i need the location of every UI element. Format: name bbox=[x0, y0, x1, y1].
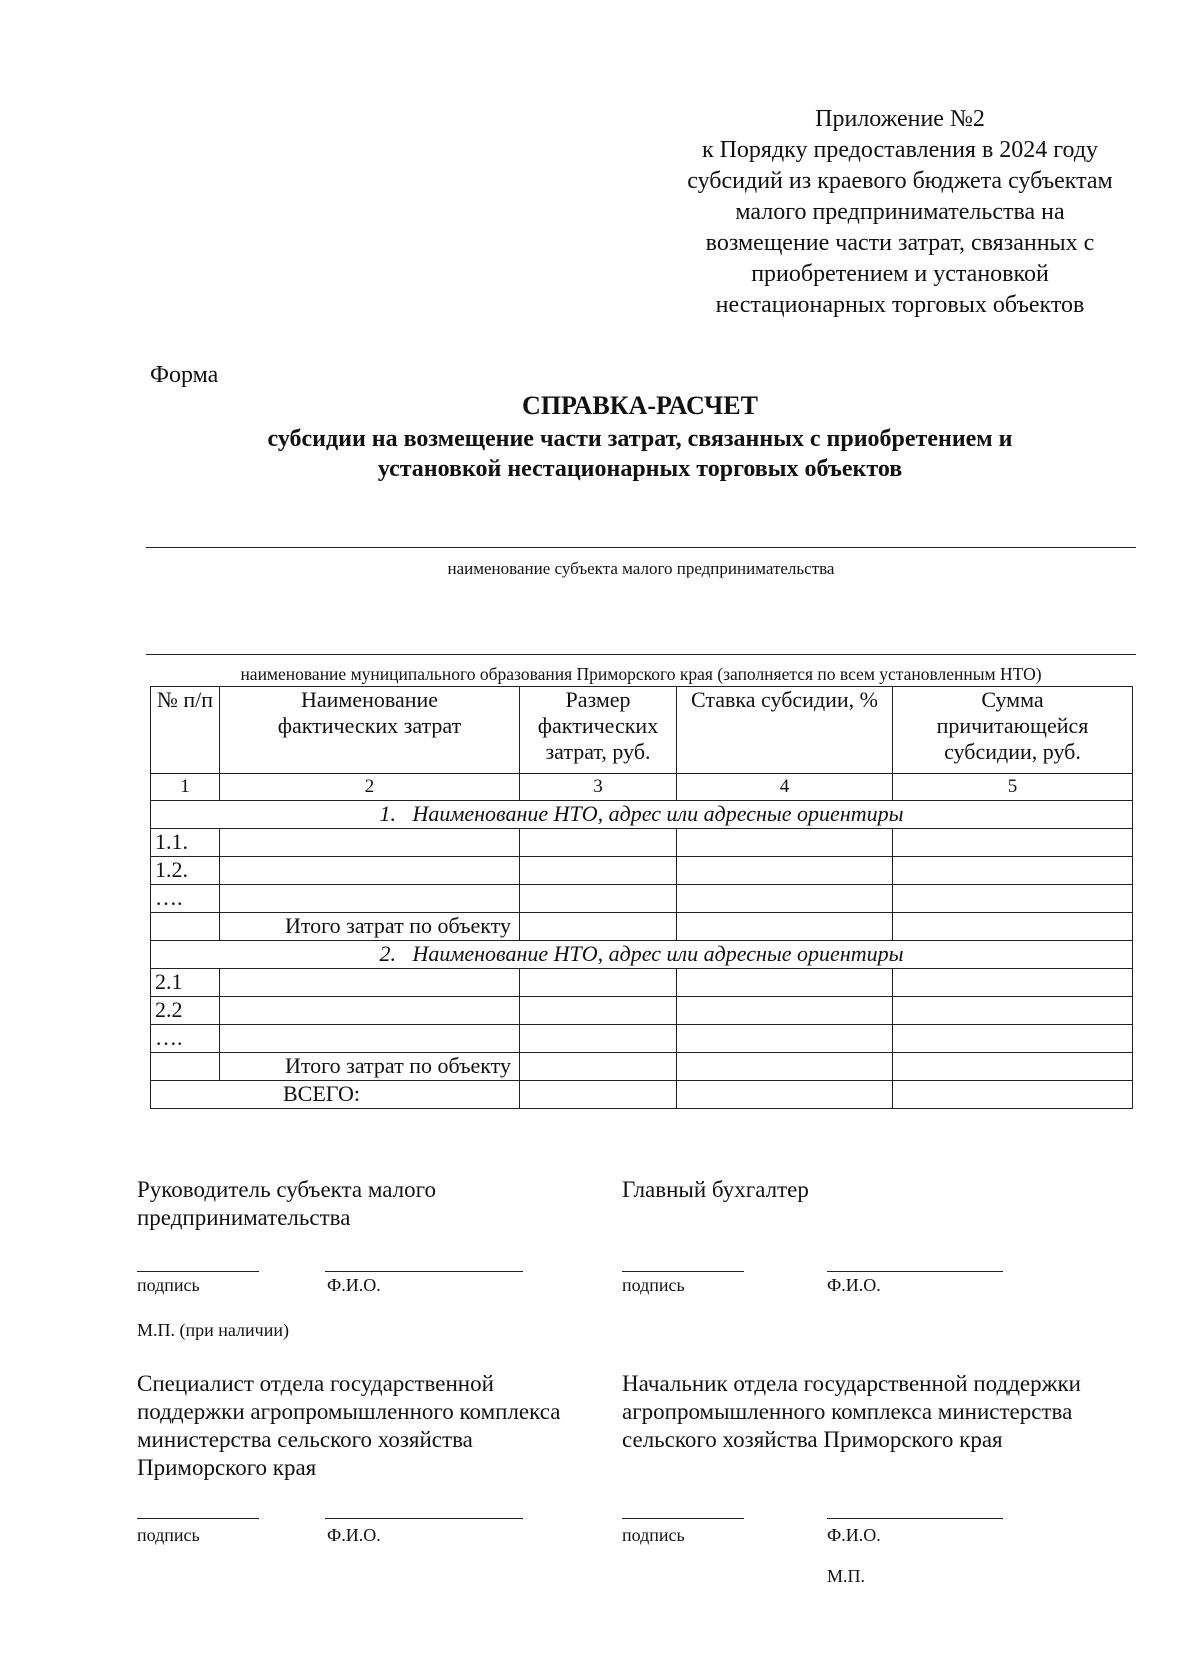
accountant-signature-line[interactable] bbox=[622, 1271, 744, 1272]
grand-total-row bbox=[151, 1081, 1133, 1109]
accountant-fio-line[interactable] bbox=[827, 1271, 1003, 1272]
cost-amount-cell[interactable] bbox=[520, 829, 677, 857]
specialist-title-line: Специалист отдела государственной bbox=[137, 1371, 494, 1396]
subsidy-rate-cell[interactable] bbox=[677, 829, 893, 857]
subsidy-sum-total-cell[interactable] bbox=[893, 1053, 1133, 1081]
subsidy-rate-cell[interactable] bbox=[677, 885, 893, 913]
col-header-subsidy-rate: Ставка субсидии, % bbox=[677, 687, 893, 774]
subsidy-rate-cell[interactable] bbox=[677, 997, 893, 1025]
subsidy-sum-cell[interactable] bbox=[893, 857, 1133, 885]
table-row bbox=[151, 885, 1133, 913]
cost-name-cell[interactable] bbox=[220, 969, 520, 997]
chief-title-line: Начальник отдела государственной поддержки bbox=[622, 1371, 1081, 1396]
row-number: …. bbox=[151, 885, 220, 913]
cost-name-cell[interactable] bbox=[220, 997, 520, 1025]
grand-total-cost-cell[interactable] bbox=[520, 1081, 677, 1109]
accountant-title bbox=[622, 1176, 1082, 1204]
specialist-fio-label: Ф.И.О. bbox=[327, 1525, 381, 1545]
cost-name-cell[interactable] bbox=[220, 885, 520, 913]
subsidy-sum-cell[interactable] bbox=[893, 997, 1133, 1025]
stamp-label: М.П. bbox=[827, 1566, 866, 1586]
col-number: 4 bbox=[677, 774, 893, 801]
section-row bbox=[151, 941, 1133, 969]
subsidy-sum-cell[interactable] bbox=[893, 829, 1133, 857]
chief-title-line: агропромышленного комплекса министерства bbox=[622, 1399, 1073, 1424]
column-numbers-row bbox=[151, 774, 1133, 801]
row-number: …. bbox=[151, 1025, 220, 1053]
table-row bbox=[151, 969, 1133, 997]
cost-name-cell[interactable] bbox=[220, 829, 520, 857]
head-title-line: предпринимательства bbox=[137, 1205, 351, 1230]
subsidy-rate-cell[interactable] bbox=[677, 969, 893, 997]
col-header-cost-amount: Размер фактических затрат, руб. bbox=[520, 687, 677, 774]
section-title: 2. Наименование НТО, адрес или адресные ориентиры bbox=[151, 941, 1133, 969]
col-number: 3 bbox=[520, 774, 677, 801]
specialist-sign-label: подпись bbox=[137, 1525, 200, 1545]
object-total-label: Итого затрат по объекту bbox=[220, 1053, 520, 1081]
accountant-title-line: Главный бухгалтер bbox=[622, 1177, 809, 1202]
row-number: 1.2. bbox=[151, 857, 220, 885]
chief-sign-label: подпись bbox=[622, 1525, 685, 1545]
cost-amount-cell[interactable] bbox=[520, 969, 677, 997]
cost-name-cell[interactable] bbox=[220, 1025, 520, 1053]
specialist-title bbox=[137, 1370, 607, 1482]
subsidy-rate-total-cell[interactable] bbox=[677, 1053, 893, 1081]
object-total-label: Итого затрат по объекту bbox=[220, 913, 520, 941]
subject-name-caption: наименование субъекта малого предпринимательства bbox=[447, 559, 835, 578]
appendix-line: возмещение части затрат, связанных с bbox=[705, 230, 1095, 256]
form-label: Форма bbox=[150, 362, 219, 388]
calculation-table bbox=[150, 686, 1133, 1109]
section-row bbox=[151, 801, 1133, 829]
head-fio-label: Ф.И.О. bbox=[327, 1275, 381, 1295]
chief-fio-line[interactable] bbox=[827, 1518, 1003, 1519]
col-number: 2 bbox=[220, 774, 520, 801]
table-row bbox=[151, 997, 1133, 1025]
subsidy-sum-total-cell[interactable] bbox=[893, 913, 1133, 941]
municipality-caption: наименование муниципального образования Приморского края (заполняется по всем установленным НТО) bbox=[240, 664, 1042, 684]
specialist-title-line: министерства сельского хозяйства bbox=[137, 1427, 473, 1452]
document-subtitle bbox=[150, 424, 1130, 484]
municipality-field[interactable] bbox=[146, 654, 1136, 655]
subsidy-sum-cell[interactable] bbox=[893, 969, 1133, 997]
accountant-fio-label: Ф.И.О. bbox=[827, 1275, 881, 1295]
head-title-line: Руководитель субъекта малого bbox=[137, 1177, 436, 1202]
col-header-cost-name: Наименование фактических затрат bbox=[220, 687, 520, 774]
subsidy-rate-total-cell[interactable] bbox=[677, 913, 893, 941]
head-signature-line[interactable] bbox=[137, 1271, 259, 1272]
appendix-line: приобретением и установкой bbox=[751, 261, 1049, 287]
document-title: СПРАВКА-РАСЧЕТ bbox=[522, 391, 758, 420]
cost-name-cell[interactable] bbox=[220, 857, 520, 885]
subsidy-rate-cell[interactable] bbox=[677, 857, 893, 885]
subsidy-rate-cell[interactable] bbox=[677, 1025, 893, 1053]
cost-amount-total-cell[interactable] bbox=[520, 913, 677, 941]
head-fio-line[interactable] bbox=[325, 1271, 523, 1272]
col-number: 1 bbox=[151, 774, 220, 801]
subsidy-sum-cell[interactable] bbox=[893, 885, 1133, 913]
specialist-signature-line[interactable] bbox=[137, 1518, 259, 1519]
stamp-note: М.П. (при наличии) bbox=[137, 1320, 289, 1340]
specialist-title-line: Приморского края bbox=[137, 1455, 317, 1480]
empty-cell bbox=[151, 1053, 220, 1081]
empty-cell bbox=[151, 913, 220, 941]
table-header-row bbox=[151, 687, 1133, 774]
grand-total-rate-cell[interactable] bbox=[677, 1081, 893, 1109]
cost-amount-cell[interactable] bbox=[520, 885, 677, 913]
grand-total-sum-cell[interactable] bbox=[893, 1081, 1133, 1109]
cost-amount-cell[interactable] bbox=[520, 997, 677, 1025]
table-row bbox=[151, 857, 1133, 885]
row-number: 2.2 bbox=[151, 997, 220, 1025]
subtitle-line: субсидии на возмещение части затрат, связанных с приобретением и bbox=[267, 426, 1013, 452]
appendix-line: к Порядку предоставления в 2024 году bbox=[701, 137, 1099, 163]
chief-title-line: сельского хозяйства Приморского края bbox=[622, 1427, 1003, 1452]
appendix-line: Приложение №2 bbox=[815, 106, 985, 132]
total-row bbox=[151, 1053, 1133, 1081]
chief-fio-label: Ф.И.О. bbox=[827, 1525, 881, 1545]
head-sign-label: подпись bbox=[137, 1275, 200, 1295]
col-number: 5 bbox=[893, 774, 1133, 801]
col-header-subsidy-sum: Сумма причитающейся субсидии, руб. bbox=[893, 687, 1133, 774]
table-row bbox=[151, 1025, 1133, 1053]
chief-signature-line[interactable] bbox=[622, 1518, 744, 1519]
cost-amount-cell[interactable] bbox=[520, 857, 677, 885]
row-number: 1.1. bbox=[151, 829, 220, 857]
row-number: 2.1 bbox=[151, 969, 220, 997]
appendix-line: нестационарных торговых объектов bbox=[715, 292, 1085, 318]
accountant-sign-label: подпись bbox=[622, 1275, 685, 1295]
appendix-note bbox=[640, 104, 1160, 321]
table-row bbox=[151, 829, 1133, 857]
appendix-line: субсидий из краевого бюджета субъектам bbox=[687, 168, 1113, 194]
grand-total-label: ВСЕГО: bbox=[151, 1081, 520, 1109]
total-row bbox=[151, 913, 1133, 941]
subtitle-line: установкой нестационарных торговых объектов bbox=[377, 456, 903, 482]
cost-amount-total-cell[interactable] bbox=[520, 1053, 677, 1081]
col-header-number: № п/п bbox=[151, 687, 220, 774]
appendix-line: малого предпринимательства на bbox=[735, 199, 1065, 225]
cost-amount-cell[interactable] bbox=[520, 1025, 677, 1053]
subject-name-field[interactable] bbox=[146, 547, 1136, 548]
specialist-fio-line[interactable] bbox=[325, 1518, 523, 1519]
chief-title bbox=[622, 1370, 1142, 1454]
specialist-title-line: поддержки агропромышленного комплекса bbox=[137, 1399, 561, 1424]
head-title bbox=[137, 1176, 597, 1232]
subsidy-sum-cell[interactable] bbox=[893, 1025, 1133, 1053]
section-title: 1. Наименование НТО, адрес или адресные ориентиры bbox=[151, 801, 1133, 829]
